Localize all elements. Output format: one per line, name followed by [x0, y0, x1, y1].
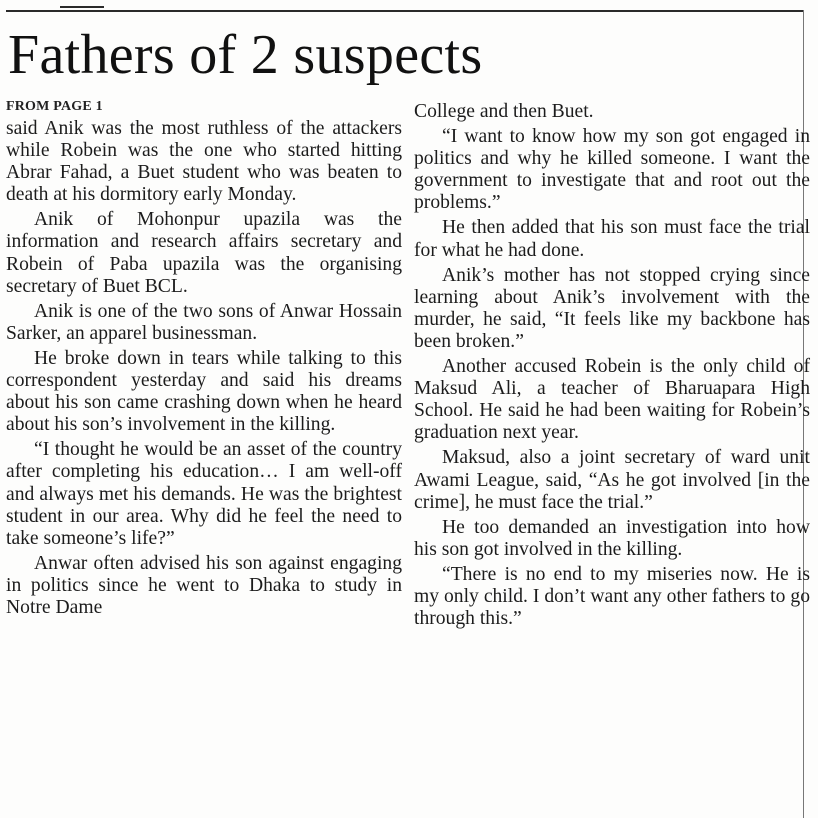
paragraph: College and then Buet. [414, 101, 594, 122]
continuation-kicker: FROM PAGE 1 [6, 99, 103, 114]
left-column [6, 98, 402, 622]
paragraph: Anik’s mother has not stopped crying since learning about Anik’s involvement with the murder, he said, “It feels like my backbone has been broken.” [414, 264, 810, 352]
top-rule [6, 10, 804, 12]
top-rule-stub [60, 0, 104, 8]
right-column [414, 101, 810, 633]
paragraph: Anik of Mohonpur upazila was the information and research affairs secretary and Robein of Paba upazila was the organising secretary of Buet BCL. [6, 209, 402, 297]
paragraph: “There is no end to my miseries now. He is my only child. I don’t want any other fathers to go through this.” [414, 563, 810, 630]
paragraph: said Anik was the most ruthless of the attackers while Robein was the one who started hitting Abrar Fahad, a Buet student who was beaten to death at his dormitory early Monday. [6, 118, 402, 206]
paragraph: “I thought he would be an asset of the country after completing his education… I am well-off and always met his demands. He was the brightest student in our area. Why did he feel the need to take someone’s life?” [6, 439, 402, 549]
paragraph: “I want to know how my son got engaged in politics and why he killed someone. I want the government to investigate that and root out the problems.” [414, 126, 810, 214]
paragraph: He then added that his son must face the trial for what he had done. [414, 217, 810, 261]
paragraph: Another accused Robein is the only child of Maksud Ali, a teacher of Bharuapara High School. He said he had been waiting for Robein’s graduation next year. [414, 356, 810, 444]
headline: Fathers of 2 suspects [8, 24, 483, 86]
paragraph: He too demanded an investigation into how his son got involved in the killing. [414, 516, 810, 560]
paragraph: He broke down in tears while talking to this correspondent yesterday and said his dreams about his son came crashing down when he heard about his son’s involvement in the killing. [6, 347, 402, 436]
paragraph: Anik is one of the two sons of Anwar Hossain Sarker, an apparel businessman. [6, 300, 402, 344]
paragraph: Maksud, also a joint secretary of ward unit Awami League, said, “As he got involved [in the crime], he must face the trial.” [414, 447, 810, 513]
paragraph: Anwar often advised his son against engaging in politics since he went to Dhaka to study in Notre Dame [6, 552, 402, 618]
